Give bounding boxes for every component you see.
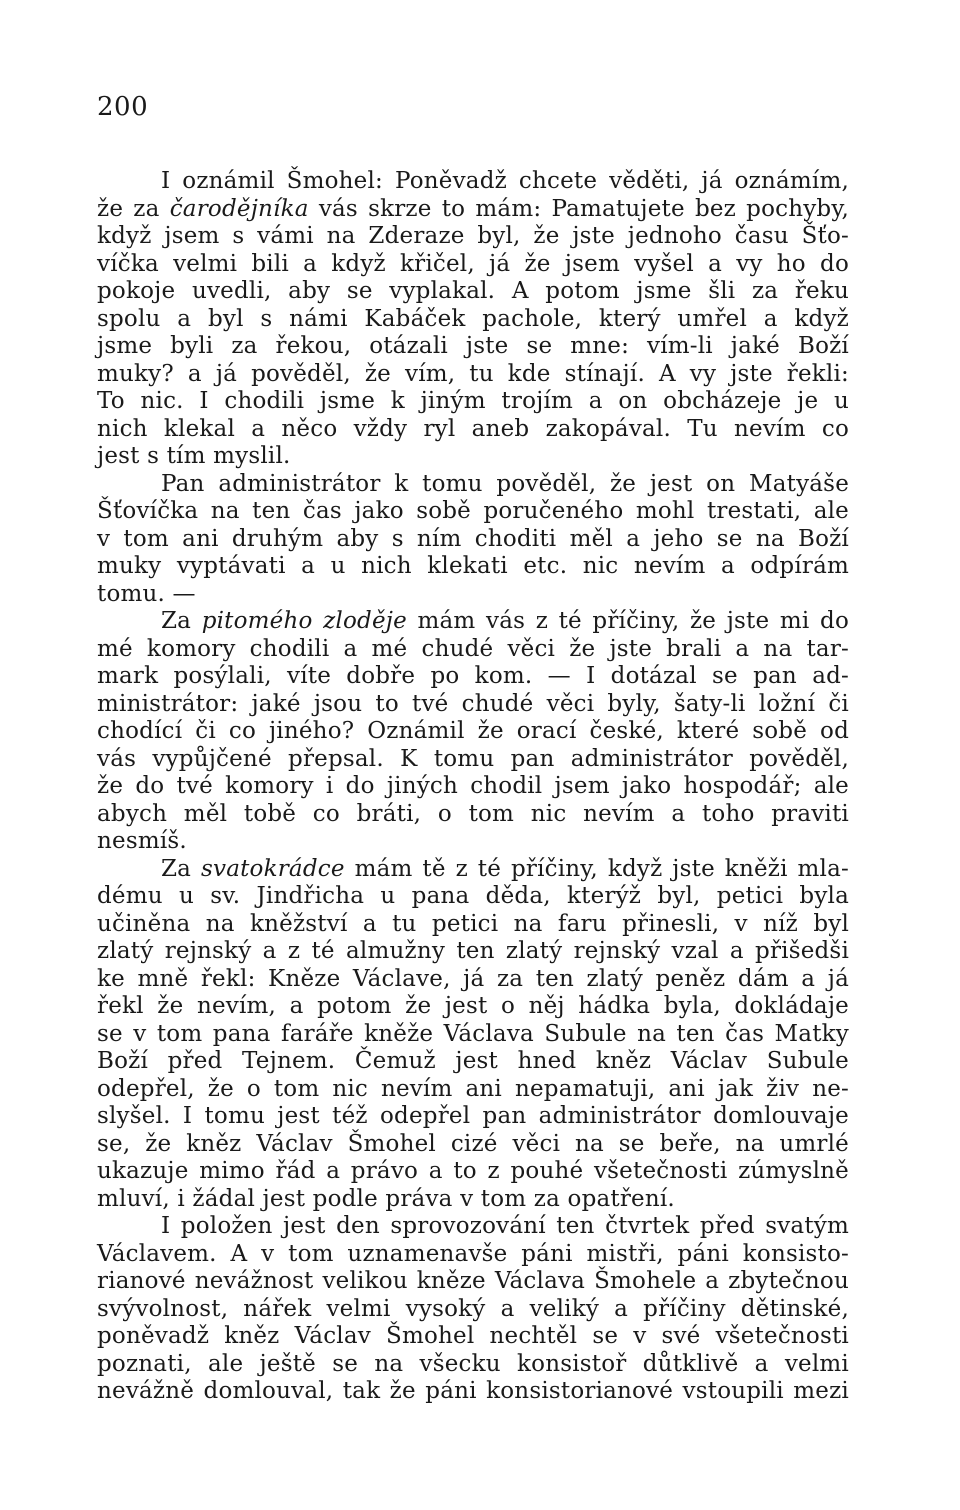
text-segment: Za (161, 608, 202, 634)
text-segment: Za (161, 855, 201, 882)
text-segment: jsme byli za řekou, otázali jste se mne: vím-li jaké Boží (97, 333, 849, 359)
text-segment: To nic. I chodili jsme k jiným trojím a on obcházeje je u (97, 388, 849, 414)
text-segment: když jsem s vámi na Zderaze byl, že jste jednoho času Šťo- (97, 223, 849, 249)
text-segment: abych měl tobě co bráti, o tom nic nevím a toho praviti (97, 800, 849, 827)
text-line (97, 718, 849, 746)
text-segment: mám vás z té příčiny, že jste mi do (406, 608, 849, 634)
text-segment: mé komory chodili a mé chudé věci že jste brali a na tar- (97, 635, 849, 662)
text-line (97, 1241, 849, 1269)
text-line (97, 746, 849, 774)
text-line (97, 581, 849, 609)
text-segment: mark posýlali, víte dobře po kom. — I dotázal se pan ad- (97, 663, 849, 689)
text-segment: se, že kněz Václav Šmohel cizé věci na se beře, na umrlé (97, 1130, 849, 1157)
text-line (97, 801, 849, 829)
text-line (97, 966, 849, 994)
text-line (97, 1048, 849, 1076)
text-segment: že za (97, 195, 170, 222)
text-line (97, 1296, 849, 1324)
text-line (97, 251, 849, 279)
text-line (97, 168, 849, 196)
text-segment: muky? a já pověděl, že vím, tu kde stínají. A vy jste řekli: (97, 360, 849, 387)
text-line (97, 856, 849, 884)
text-line (97, 1186, 849, 1214)
text-line (97, 663, 849, 691)
text-segment: nich klekal a něco vždy ryl aneb zakopával. Tu nevím co (97, 415, 849, 442)
text-segment: rianové nevážnost velikou kněze Václava Šmohele a zbytečnou (97, 1268, 849, 1294)
text-segment: víčka velmi bili a když křičel, já že jsem vyšel a vy ho do (97, 250, 849, 277)
text-line (97, 938, 849, 966)
text-line (97, 306, 849, 334)
text-segment: řekl že nevím, a potom že jest o něj hádka byla, dokládaje (97, 993, 849, 1019)
text-segment: Václavem. A v tom uznamenavše páni mistři, páni konsisto- (97, 1240, 849, 1267)
text-line (97, 526, 849, 554)
italic-term: pitomého zloděje (201, 608, 407, 634)
text-segment: učiněna na kněžství a tu petici na faru přinesli, v níž byl (97, 910, 849, 937)
text-segment: slyšel. I tomu jest též odepřel pan administrátor domlouvaje (97, 1103, 849, 1129)
text-line (97, 1351, 849, 1379)
text-segment: mluví, i žádal jest podle práva v tom za opatření. (97, 1185, 675, 1212)
text-line (97, 1076, 849, 1104)
text-line (97, 883, 849, 911)
text-line (97, 1158, 849, 1186)
text-segment: zlatý rejnský a z té almužny ten zlatý rejnský vzal a přišedši (97, 938, 849, 964)
text-line (97, 911, 849, 939)
text-line (97, 1378, 849, 1406)
text-line (97, 1131, 849, 1159)
text-segment: svývolnost, nářek velmi vysoký a veliký a příčiny dětinské, (97, 1295, 849, 1322)
text-segment: mám tě z té příčiny, když jste kněži mla- (344, 855, 849, 882)
text-segment: dému u sv. Jindřicha u pana děda, kterýž byl, petici byla (97, 883, 849, 909)
text-segment: že do tvé komory i do jiných chodil jsem jako hospodář; ale (97, 773, 849, 799)
text-segment: I oznámil Šmohel: Poněvadž chcete věděti, já oznámím, (161, 168, 849, 194)
text-line (97, 691, 849, 719)
text-line (97, 993, 849, 1021)
text-line (97, 636, 849, 664)
text-segment: tomu. — (97, 580, 196, 607)
text-segment: chodící či co jiného? Oznámil že orací české, které sobě od (97, 718, 849, 744)
text-segment: muky vyptávati a u nich klekati etc. nic nevím a odpírám (97, 553, 849, 579)
body-text (97, 168, 849, 1406)
text-line (97, 416, 849, 444)
text-segment: poněvadž kněz Václav Šmohel nechtěl se v své všetečnosti (97, 1323, 849, 1349)
text-line (97, 1323, 849, 1351)
text-segment: Šťovíčka na ten čas jako sobě poručeného mohl trestati, ale (97, 498, 849, 524)
text-line (97, 1268, 849, 1296)
text-segment: ukazuje mimo řád a právo a to z pouhé všetečnosti zúmyslně (97, 1158, 849, 1184)
text-line (97, 361, 849, 389)
text-segment: nevážně domlouval, tak že páni konsistorianové vstoupili mezi (97, 1378, 849, 1404)
text-segment: ke mně řekl: Kněze Václave, já za ten zlatý peněz dám a já (97, 965, 849, 992)
text-line (97, 828, 849, 856)
page-number: 200 (97, 92, 149, 122)
text-line (97, 608, 849, 636)
text-segment: vás vypůjčené přepsal. K tomu pan administrátor pověděl, (97, 745, 849, 772)
text-segment: se v tom pana faráře kněže Václava Subule na ten čas Matky (97, 1020, 849, 1047)
text-segment: Boží před Tejnem. Čemuž jest hned kněz Václav Subule (97, 1048, 849, 1074)
text-line (97, 443, 849, 471)
text-segment: odepřel, že o tom nic nevím ani nepamatuji, ani jak živ ne- (97, 1075, 849, 1102)
text-line (97, 278, 849, 306)
text-line (97, 333, 849, 361)
text-line (97, 1021, 849, 1049)
text-segment: ministrátor: jaké jsou to tvé chudé věci byly, šaty-li ložní či (97, 690, 849, 717)
text-segment: nesmíš. (97, 828, 187, 854)
text-line (97, 1213, 849, 1241)
text-line (97, 223, 849, 251)
italic-term: svatokrádce (201, 855, 345, 882)
text-line (97, 388, 849, 416)
italic-term: čarodějníka (169, 195, 309, 222)
text-line (97, 471, 849, 499)
text-line (97, 498, 849, 526)
text-line (97, 773, 849, 801)
text-segment: spolu a byl s námi Kabáček pachole, který umřel a když (97, 305, 849, 332)
text-segment: poznati, ale ještě se na všecku konsistoř důtklivě a velmi (97, 1350, 849, 1377)
text-segment: pokoje uvedli, aby se vyplakal. A potom jsme šli za řeku (97, 278, 849, 304)
text-segment: Pan administrátor k tomu pověděl, že jest on Matyáše (161, 470, 849, 497)
text-line (97, 1103, 849, 1131)
text-line (97, 196, 849, 224)
text-segment: jest s tím myslil. (97, 443, 291, 469)
text-line (97, 553, 849, 581)
text-segment: I položen jest den sprovozování ten čtvrtek před svatým (161, 1213, 849, 1239)
text-segment: v tom ani druhým aby s ním choditi měl a jeho se na Boží (97, 525, 849, 552)
text-segment: vás skrze to mám: Pamatujete bez pochyby, (308, 195, 850, 222)
